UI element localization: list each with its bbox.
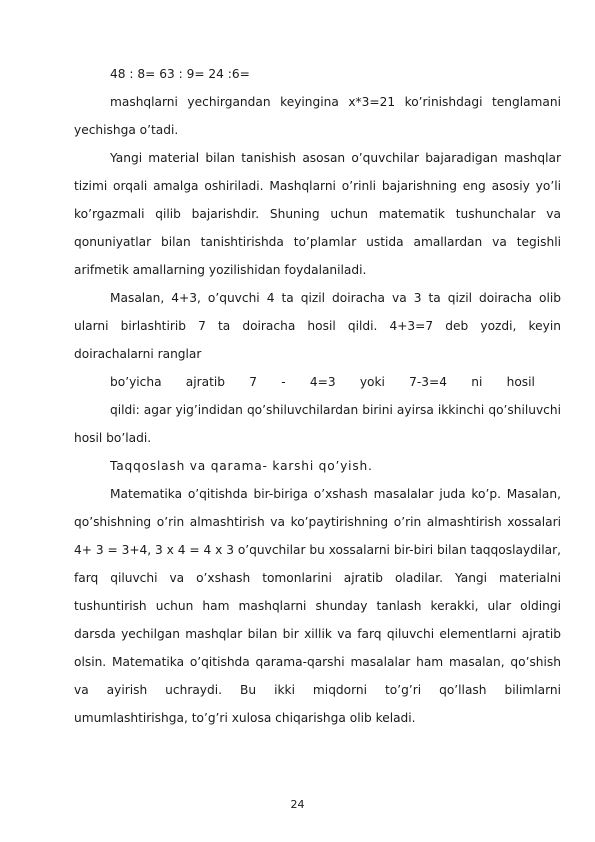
paragraph-rule: qildi: agar yig’indidan qo’shiluvchilardan birini ayirsa ikkinchi qo’shiluvchi hosil bo’ladi. xyxy=(74,403,561,445)
row-word: hosil xyxy=(506,375,535,389)
equation-line: 48 : 8= 63 : 9= 24 :6= xyxy=(110,67,250,81)
row-word: 7-3=4 xyxy=(409,375,448,389)
row-word: bo’yicha xyxy=(110,375,162,389)
row-word: ajratib xyxy=(185,375,226,389)
row-word: - xyxy=(281,375,286,389)
paragraph-example: Masalan, 4+3, o’quvchi 4 ta qizil doiracha va 3 ta qizil doiracha olib ularni birlashtirib 7 ta doiracha hosil qildi. 4+3=7 deb yozdi, keyin doirachalarni ranglar xyxy=(74,291,561,361)
row-word: yoki xyxy=(359,375,385,389)
document-body xyxy=(74,60,561,732)
spaced-row xyxy=(74,368,561,396)
text-line: mashqlarni yechirgandan keyingina x*3=21 ko’rinishdagi tenglamani xyxy=(110,95,561,109)
section-subheading: Taqqoslash va qarama- karshi qo’yish. xyxy=(110,459,373,473)
paragraph-new-material: Yangi material bilan tanishish asosan o’quvchilar bajaradigan mashqlar tizimi orqali amalga oshiriladi. Mashqlarni o’rinli bajarishning eng asosiy yo’li ko’rgazmali qilib bajarishdir. Shuning uchun matematik tushunchalar va qonuniyatlar bilan tanishtirishda to’plamlar ustida amallardan va tegishli arifmetik amallarning yozilishidan foydalaniladi. xyxy=(74,151,561,277)
paragraph-comparison: Matematika o’qitishda bir-biriga o’xshash masalalar juda ko’p. Masalan, qo’shishning o’rin almashtirish va ko’paytirishning o’rin almashtirish xossalari 4+ 3 = 3+4, 3 x 4 = 4 x 3 o’quvchilar bu xossalarni bir-biri bilan taqqoslaydilar, farq qiluvchi va o’xshash tomonlarini ajratib oladilar. Yangi materialni tushuntirish uchun ham mashqlarni shunday tanlash kerakki, ular oldingi darsda yechilgan mashqlar bilan bir xillik va farq qiluvchi elementlarni ajratib olsin. Matematika o’qitishda qarama-qarshi masalalar ham masalan, qo’shish va ayirish uchraydi. Bu ikki miqdorni to’g’ri qo’llash bilimlarni umumlashtirishga, to’g’ri xulosa chiqarishga olib keladi. xyxy=(74,487,561,725)
row-word: 4=3 xyxy=(309,375,336,389)
row-word: 7 xyxy=(249,375,258,389)
text-line: yechishga o’tadi. xyxy=(74,123,179,137)
page-number: 24 xyxy=(290,798,305,811)
row-word: ni xyxy=(471,375,483,389)
